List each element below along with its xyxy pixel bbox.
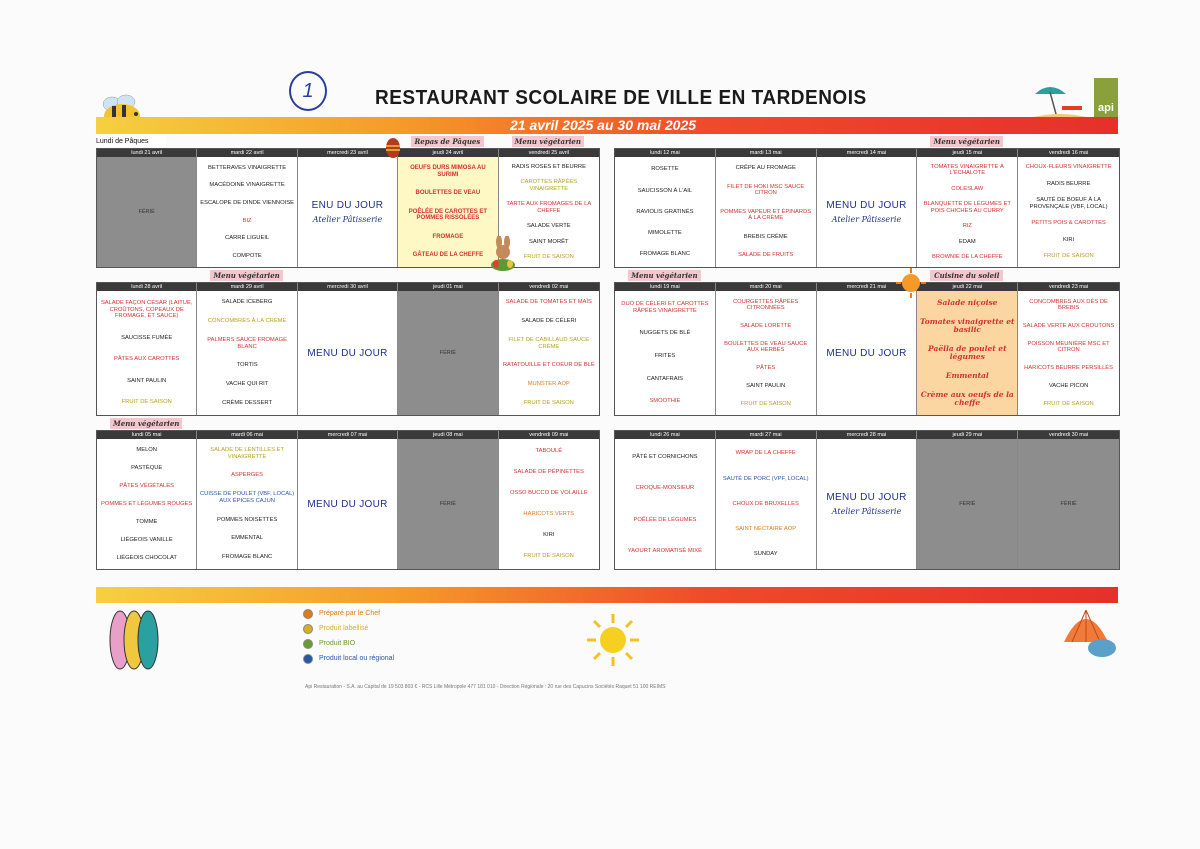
day-column: [398, 431, 498, 569]
menu-item: CARRÉ LIGUEIL: [225, 235, 270, 242]
menu-item: SALADE FAÇON CÉSAR (LAITUE, CROÛTONS, COPEAUX DE FROMAGE, ET SAUCE): [100, 300, 193, 320]
menu-item: CHOUX DE BRUXELLES: [732, 500, 799, 507]
legend-label: Produit BIO: [319, 640, 356, 647]
ferie-label: FÉRIÉ: [439, 501, 456, 507]
legend-marker-icon: [303, 654, 313, 664]
day-header: lundi 05 mai: [97, 431, 196, 439]
menu-item: OSSO BUCCO DE VOLAILLE: [509, 490, 588, 497]
menu-item: FRUIT DE SAISON: [740, 400, 791, 407]
day-header: mercredi 07 mai: [298, 431, 397, 439]
menu-item: SMOOTHIE: [649, 398, 681, 405]
menu-item: SAINT NECTAIRE AOP: [735, 525, 797, 532]
day-header: lundi 19 mai: [615, 283, 715, 291]
menu-item: TARTE AUX FROMAGES DE LA CHEFFE: [506, 201, 592, 214]
menu-du-jour: MENU DU JOUR: [826, 492, 907, 503]
menu-item: CONCOMBRES À LA CRÈME: [207, 318, 287, 325]
menu-item: HARICOTS BEURRE PERSILLÉS: [1024, 365, 1114, 372]
sun-icon: [585, 612, 641, 668]
day-header: mardi 29 avril: [197, 283, 296, 291]
menu-theme-tag: Cuisine du soleil: [930, 270, 1003, 281]
beach-umbrella-icon: [1030, 80, 1090, 120]
day-header: jeudi 22 mai: [917, 283, 1017, 291]
menu-item: SAUTÉ DE BOEUF À LA PROVENÇALE (VBF, LOCAL): [1029, 197, 1108, 210]
menu-item: RAVIOLIS GRATINÉS: [636, 208, 694, 215]
menu-item: FRUIT DE SAISON: [121, 399, 172, 405]
legend-item: [303, 606, 394, 621]
day-column: [1018, 283, 1119, 415]
week-grid: [614, 282, 1120, 416]
menu-item: CRÈME DESSERT: [222, 400, 272, 407]
menu-item: TORTIS: [236, 362, 258, 369]
day-column: [197, 149, 297, 267]
menu-item: GÂTEAU DE LA CHEFFE: [412, 252, 484, 259]
menu-item: RADIS ROSES ET BEURRE: [511, 163, 586, 170]
menu-item: YAOURT AROMATISÉ MIXÉ: [627, 548, 703, 554]
api-logo: api: [1094, 78, 1118, 118]
menu-item: EDAM: [958, 238, 976, 245]
legend-item: [303, 651, 394, 666]
day-column: [97, 431, 197, 569]
legend-marker-icon: [303, 624, 313, 634]
menu-item: FRITES: [654, 352, 676, 359]
page-title: RESTAURANT SCOLAIRE DE VILLE EN TARDENOIS: [375, 87, 867, 110]
menu-item: MIMOLETTE: [647, 229, 682, 236]
menu-item: Paëlla de poulet et légumes: [928, 343, 1007, 361]
day-header: mardi 22 avril: [197, 149, 296, 157]
menu-theme-tag: Menu végétarien: [210, 270, 282, 281]
menu-item: COURGETTES RÂPÉES CITRONNÉES: [732, 298, 799, 312]
circled-number: 1: [289, 71, 327, 111]
date-range: 21 avril 2025 au 30 mai 2025: [510, 117, 697, 133]
menu-item: BETTERAVES VINAIGRETTE: [208, 164, 287, 171]
legend-item: [303, 621, 394, 636]
day-header: mercredi 21 mai: [817, 283, 917, 291]
menu-item: FRUIT DE SAISON: [1043, 253, 1094, 260]
easter-egg-icon: [385, 137, 401, 159]
menu-item: FILET DE CABILLAUD SAUCE CRÈME: [508, 337, 590, 350]
day-header: mardi 06 mai: [197, 431, 296, 439]
legend-label: Produit labellisé: [319, 625, 369, 632]
surfboards-icon: [106, 608, 162, 672]
day-header: mercredi 14 mai: [817, 149, 917, 157]
menu-du-jour: MENU DU JOUR: [826, 200, 907, 211]
day-header: lundi 28 avril: [97, 283, 196, 291]
menu-item: ESCALOPE DE DINDE VIENNOISE: [200, 199, 294, 206]
menu-item: SALADE DE FRUITS: [738, 252, 794, 259]
menu-item: MACÉDOINE VINAIGRETTE: [209, 182, 285, 189]
footer-text: Api Restauration - S.A. au Capital de 19 503 803 € - RCS Lille Métropole 477 181 010 - Direction Régionale : 20 rue des Capucins Sociétés Raquet 51 100 REIMS: [305, 684, 666, 690]
day-header: mardi 13 mai: [716, 149, 816, 157]
menu-item: WRAP DE LA CHEFFE: [735, 450, 796, 457]
menu-item: COLESLAW: [951, 185, 984, 192]
menu-item: CRÊPE AU FROMAGE: [735, 165, 796, 172]
menu-item: SALADE LORETTE: [740, 322, 792, 329]
legend: [303, 606, 394, 666]
menu-item: CROQUE-MONSIEUR: [635, 485, 695, 491]
day-column: [1018, 431, 1119, 569]
menu-item: FRUIT DE SAISON: [523, 400, 574, 407]
menu-item: POMMES ET LÉGUMES ROUGES: [101, 500, 193, 507]
menu-item: RADIS BEURRE: [1046, 180, 1091, 187]
menu-theme-tag: Menu végétarien: [628, 270, 701, 281]
menu-item: FRUIT DE SAISON: [523, 553, 574, 560]
menu-item: SALADE VERTE: [526, 223, 571, 229]
menu-item: SALADE DE CÉLERI: [521, 318, 577, 325]
day-column: [917, 283, 1018, 415]
day-column: [398, 149, 498, 267]
menu-item: SAINT PAULIN: [127, 377, 167, 384]
week-grid: [96, 430, 600, 570]
ferie-label: FÉRIÉ: [959, 501, 976, 507]
menu-item: MELON: [136, 446, 157, 453]
day-header: lundi 12 mai: [615, 149, 715, 157]
menu-item: RIZ: [962, 223, 972, 229]
menu-item: FRUIT DE SAISON: [1043, 400, 1094, 407]
menu-item: PÂTÉ ET CORNICHONS: [632, 453, 698, 460]
day-header: mardi 27 mai: [716, 431, 816, 439]
menu-item: BOULETTES DE VEAU: [415, 190, 481, 197]
week-grid: [614, 148, 1120, 268]
menu-item: SALADE DE LENTILLES ET VINAIGRETTE: [210, 447, 284, 460]
menu-item: PÂTES: [756, 365, 776, 372]
menu-item: BLANQUETTE DE LÉGUMES ET POIS CHICHES AU CURRY: [923, 201, 1011, 214]
day-header: mardi 20 mai: [716, 283, 816, 291]
menu-du-jour: MENU DU JOUR: [307, 347, 388, 359]
menu-item: EMMENTAL: [231, 535, 263, 542]
menu-item: FILET DE HOKI MSC SAUCE CITRON: [727, 183, 805, 197]
menu-item: PALMERS SAUCE FROMAGE BLANC: [207, 337, 287, 350]
day-column: [817, 431, 918, 569]
menu-item: POMMES NOISETTES: [216, 516, 278, 523]
day-column: [615, 431, 716, 569]
menu-du-jour: MENU DU JOUR: [826, 347, 907, 359]
legend-label: Produit local ou régional: [319, 655, 395, 662]
legend-marker-icon: [303, 609, 313, 619]
day-header: jeudi 15 mai: [917, 149, 1017, 157]
day-column: [97, 283, 197, 415]
menu-item: SALADE ICEBERG: [221, 299, 273, 306]
day-column: [716, 149, 817, 267]
menu-du-jour: MENU DU JOUR: [307, 498, 388, 510]
day-column: [298, 283, 398, 415]
menu-item: SALADE DE PÉPINETTES: [513, 469, 584, 476]
day-column: [298, 431, 398, 569]
menu-item: PÂTES VÉGÉTALES: [119, 482, 175, 489]
menu-item: POISSON MEUNIÈRE MSC ET CITRON: [1027, 340, 1110, 354]
day-header: vendredi 23 mai: [1018, 283, 1119, 291]
menu-item: SAINT MORÊT: [529, 238, 569, 245]
menu-du-jour: ENU DU JOUR: [311, 200, 384, 211]
day-header: vendredi 09 mai: [499, 431, 599, 439]
day-header: lundi 26 mai: [615, 431, 715, 439]
seashell-icon: [1058, 602, 1120, 658]
day-header: lundi 21 avril: [97, 149, 196, 157]
menu-item: BIZ: [242, 217, 252, 224]
day-header: mercredi 28 mai: [817, 431, 917, 439]
ferie-label: FÉRIÉ: [439, 350, 456, 356]
week-grid: [96, 282, 600, 416]
ferie-label: FÉRIÉ: [138, 209, 155, 215]
menu-item: NUGGETS DE BLÉ: [639, 330, 691, 337]
menu-item: PÂTES AUX CAROTTES: [114, 356, 180, 363]
day-column: [197, 431, 297, 569]
sun-icon: [896, 268, 926, 298]
easter-bunny-icon: [488, 236, 518, 272]
menu-item: SAUCISSE FUMÉE: [121, 334, 173, 341]
menu-item: Salade niçoise: [937, 297, 998, 307]
day-column: [499, 283, 599, 415]
menu-item: OEUFS DURS MIMOSA AU SURIMI: [410, 165, 486, 178]
menu-item: FROMAGE BLANC: [639, 251, 691, 258]
menu-item: HARICOTS VERTS: [523, 511, 575, 518]
menu-item: ASPERGES: [231, 472, 264, 479]
menu-item: CUISSE DE POULET (VBF, LOCAL) AUX ÉPICES CAJUN: [199, 491, 295, 504]
menu-item: MUNSTER AOP: [527, 381, 570, 388]
menu-item: FROMAGE BLANC: [221, 554, 273, 561]
day-column: [615, 149, 716, 267]
day-column: [97, 149, 197, 267]
menu-item: SAINT PAULIN: [746, 382, 786, 389]
menu-item: Emmental: [945, 371, 989, 381]
day-header: jeudi 01 mai: [398, 283, 497, 291]
menu-item: SALADE VERTE AUX CROUTONS: [1022, 322, 1115, 329]
day-column: [197, 283, 297, 415]
menu-item: CANTAFRAIS: [646, 375, 684, 382]
menu-theme-tag: Menu végétarien: [512, 136, 584, 147]
menu-item: TOMATES VINAIGRETTE À L'ÉCHALOTE: [930, 163, 1004, 176]
menu-item: COMPOTE: [232, 252, 262, 259]
legend-item: [303, 636, 394, 651]
menu-item: CHOUX-FLEURS VINAIGRETTE: [1025, 164, 1112, 171]
menu-item: TOMME: [135, 518, 158, 525]
menu-theme-tag: Menu végétarien: [930, 136, 1003, 147]
day-header: jeudi 29 mai: [917, 431, 1017, 439]
menu-theme-tag: Menu végétarien: [110, 418, 182, 429]
menu-item: SAUTÉ DE PORC (VPF, LOCAL): [722, 475, 809, 482]
day-header: vendredi 02 mai: [499, 283, 599, 291]
legend-label: Préparé par le Chef: [319, 610, 381, 617]
menu-item: VACHE QUI RIT: [225, 381, 269, 388]
menu-item: TABOULÉ: [535, 448, 563, 455]
day-column: [615, 283, 716, 415]
menu-item: KIRI: [1062, 236, 1075, 243]
menu-item: KIRI: [543, 532, 555, 539]
menu-item: DUO DE CÉLERI ET CAROTTES RÂPÉES VINAIGRETTE: [621, 301, 709, 314]
menu-item: POÊLÉE DE CAROTTES ET POMMES RISSOLÉES: [408, 208, 488, 222]
day-column: [499, 431, 599, 569]
day-column: [716, 431, 817, 569]
menu-item: CAROTTES RÂPÉES VINAIGRETTE: [520, 179, 578, 192]
ferie-label: FÉRIÉ: [1060, 501, 1077, 507]
day-column: [917, 431, 1018, 569]
atelier-label: Atelier Pâtisserie: [312, 215, 383, 224]
menu-item: RATATOUILLE ET COEUR DE BLÉ: [502, 362, 595, 369]
menu-item: Crème aux oeufs de la cheffe: [920, 390, 1014, 408]
menu-item: VACHE PICON: [1048, 382, 1089, 389]
day-header: jeudi 08 mai: [398, 431, 497, 439]
day-column: [398, 283, 498, 415]
holiday-tag: Lundi de Pâques: [96, 136, 166, 147]
menu-item: FROMAGE: [432, 233, 464, 240]
menu-item: Tomates vinaigrette et basilic: [920, 316, 1015, 334]
menu-theme-tag: Repas de Pâques: [411, 136, 483, 147]
menu-item: BOULETTES DE VEAU SAUCE AUX HERBES: [724, 340, 808, 354]
footer-band: [96, 587, 1118, 603]
menu-item: SALADE DE TOMATES ET MAÏS: [505, 299, 592, 306]
week-grid: [96, 148, 600, 268]
atelier-label: Atelier Pâtisserie: [831, 215, 902, 224]
day-column: [716, 283, 817, 415]
day-column: [817, 283, 918, 415]
menu-item: BREBIS CRÈME: [743, 233, 788, 240]
day-header: vendredi 16 mai: [1018, 149, 1119, 157]
menu-item: BROWNIE DE LA CHEFFE: [932, 254, 1003, 260]
day-header: mercredi 23 avril: [298, 149, 397, 157]
menu-item: LIÉGEOIS CHOCOLAT: [116, 554, 177, 561]
menu-item: LIÉGEOIS VANILLE: [120, 536, 173, 543]
day-header: mercredi 30 avril: [298, 283, 397, 291]
menu-item: CONCOMBRES AUX DÉS DE BREBIS: [1029, 298, 1108, 312]
menu-item: PETITS POIS & CAROTTES: [1031, 220, 1106, 227]
day-column: [917, 149, 1018, 267]
day-header: vendredi 30 mai: [1018, 431, 1119, 439]
week-grid: [614, 430, 1120, 570]
day-column: [817, 149, 918, 267]
menu-item: PASTÈQUE: [131, 464, 163, 471]
day-header: jeudi 24 avril: [398, 149, 497, 157]
menu-item: SAUCISSON À L'AIL: [637, 187, 693, 194]
day-header: vendredi 25 avril: [499, 149, 599, 157]
menu-item: FRUIT DE SAISON: [523, 254, 574, 260]
day-column: [298, 149, 398, 267]
menu-item: ROSETTE: [651, 166, 679, 173]
menu-item: POÊLÉE DE LÉGUMES: [633, 516, 697, 523]
atelier-label: Atelier Pâtisserie: [831, 507, 902, 516]
legend-marker-icon: [303, 639, 313, 649]
day-column: [1018, 149, 1119, 267]
menu-item: SUNDAY: [753, 551, 778, 558]
menu-item: POMMES VAPEUR ET ÉPINARDS À LA CRÈME: [720, 208, 812, 222]
